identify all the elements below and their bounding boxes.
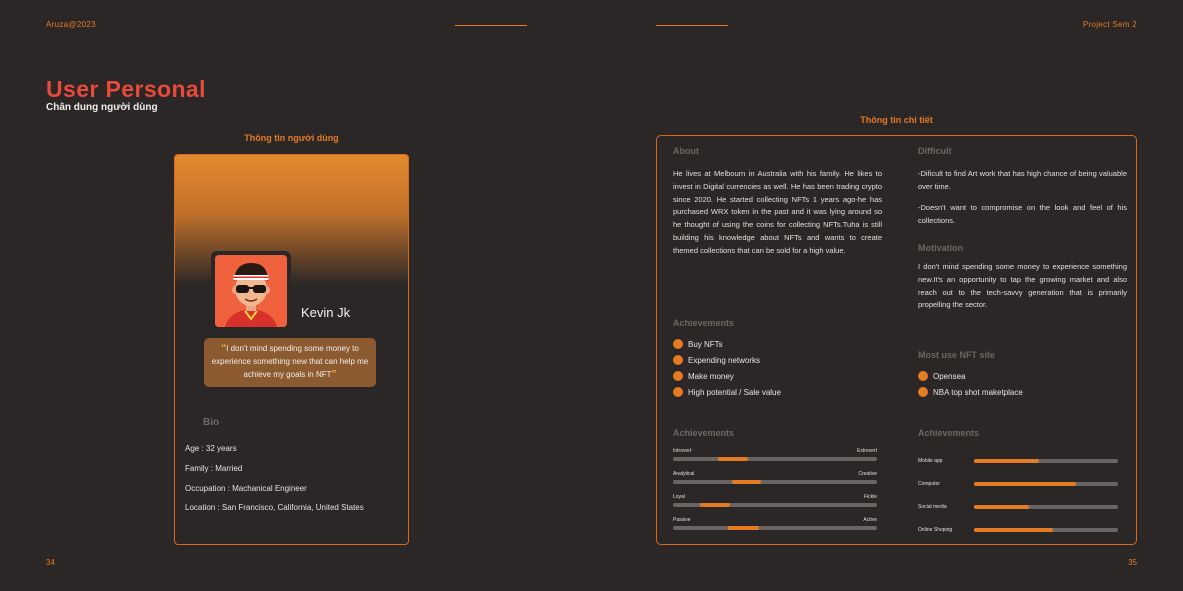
trait-left-label: Loyal xyxy=(673,494,685,500)
usage-label: Social media xyxy=(918,504,947,510)
bio-location: Location : San Francisco, California, United States xyxy=(185,503,364,512)
about-text: He lives at Melbourn in Australia with his family. He likes to invest in Digital currencies as well. He has been trading crypto since 2020. He started collecting NFTs 1 years ago-he has purchased WRX token in the past and it was lying around so he thought of using the coins for collecting NFTs.Tuha is still building his knowledge about NFTs and wants to create themed collections that can be sold for a high value. xyxy=(673,169,882,255)
usage-bar xyxy=(918,456,1118,470)
page-number-right: 35 xyxy=(1128,558,1137,567)
usage-bar xyxy=(918,502,1118,516)
usage-track xyxy=(974,482,1118,486)
page-subtitle: Chân dung người dùng xyxy=(46,102,158,113)
nft-site-item: Opensea xyxy=(918,371,965,381)
trait-track xyxy=(673,457,877,461)
bullet-icon xyxy=(673,339,683,349)
achievement-item: High potential / Sale value xyxy=(673,387,781,397)
project-label: Project Sem 2 xyxy=(1082,20,1137,29)
nft-sites-title: Most use NFT site xyxy=(918,350,996,360)
bio-age: Age : 32 years xyxy=(185,444,237,453)
detail-card xyxy=(656,135,1137,545)
page-title: User Personal xyxy=(46,76,206,102)
trait-scale xyxy=(673,448,877,468)
trait-fill xyxy=(728,526,759,530)
usage-label: Online Shoping xyxy=(918,527,953,533)
bullet-icon xyxy=(673,355,683,365)
difficult-title: Difficult xyxy=(918,146,952,156)
trait-scale xyxy=(673,494,877,514)
trait-track xyxy=(673,503,877,507)
trait-fill xyxy=(718,457,749,461)
trait-right-label: Fickle xyxy=(863,494,877,500)
trait-scale xyxy=(673,517,877,537)
profile-section-title: Thông tin người dùng xyxy=(244,133,339,143)
detail-section-title: Thông tin chi tiết xyxy=(860,115,933,125)
achievement-item: Buy NFTs xyxy=(673,339,723,349)
nft-site-item: NBA top shot maketplace xyxy=(918,387,1023,397)
motivation-title: Motivation xyxy=(918,243,963,253)
trait-left-label: Analytical xyxy=(673,471,695,477)
difficult-item: -Doesn't want to compromise on the look and feel of his collections. xyxy=(918,203,1127,225)
difficult-item: -Dificult to find Art work that has high chance of being valuable over time. xyxy=(918,169,1127,191)
trait-track xyxy=(673,526,877,530)
usage-bar xyxy=(918,479,1118,493)
usage-track xyxy=(974,459,1118,463)
card-gradient xyxy=(175,155,408,285)
page-number-left: 34 xyxy=(46,558,55,567)
usage-bar xyxy=(918,525,1118,539)
open-quote-icon: “ xyxy=(221,343,227,354)
bullet-icon xyxy=(673,387,683,397)
trait-left-label: Introvert xyxy=(673,448,692,454)
usage-label: Computer xyxy=(918,481,940,487)
avatar xyxy=(211,251,291,331)
trait-right-label: Active xyxy=(863,517,877,523)
profile-quote xyxy=(204,338,376,387)
bullet-icon xyxy=(673,371,683,381)
achievements-title: Achievements xyxy=(673,318,735,328)
bio-occupation: Occupation : Machanical Engineer xyxy=(185,484,307,493)
bullet-icon xyxy=(918,387,928,397)
trait-fill xyxy=(700,503,731,507)
trait-right-label: Extrovert xyxy=(856,448,877,454)
usage-fill xyxy=(974,528,1053,532)
profile-name: Kevin Jk xyxy=(301,305,351,320)
usage-title: Achievements xyxy=(918,428,980,438)
usage-track xyxy=(974,528,1118,532)
usage-label: Mobile app xyxy=(918,458,943,464)
bio-family: Family : Married xyxy=(185,464,243,473)
bullet-icon xyxy=(918,371,928,381)
usage-fill xyxy=(974,459,1039,463)
trait-left-label: Passive xyxy=(673,517,691,523)
motivation-text: I don't mind spending some money to experience something new.It's an opportunity to tap the growing market and also reach out to the tech-savvy generation that is primarily propelling the sector. xyxy=(918,262,1127,310)
profile-card xyxy=(174,154,409,545)
achievement-item: Make money xyxy=(673,371,734,381)
usage-fill xyxy=(974,482,1076,486)
close-quote-icon: ” xyxy=(331,369,337,380)
quote-text: I don't mind spending some money to experience something new that can help me achieve my goals in NFT xyxy=(211,344,369,379)
usage-fill xyxy=(974,505,1029,509)
header-divider xyxy=(656,25,728,26)
trait-fill xyxy=(732,480,761,484)
avatar-illustration xyxy=(215,255,287,327)
brand-label: Aruza@2023 xyxy=(46,20,96,29)
traits-title: Achievements xyxy=(673,428,735,438)
bio-title: Bio xyxy=(203,417,220,428)
about-title: About xyxy=(673,146,699,156)
trait-right-label: Creative xyxy=(858,471,877,477)
achievement-item: Expending networks xyxy=(673,355,760,365)
usage-track xyxy=(974,505,1118,509)
avatar-icon xyxy=(215,255,287,327)
trait-track xyxy=(673,480,877,484)
header-divider xyxy=(455,25,527,26)
trait-scale xyxy=(673,471,877,491)
